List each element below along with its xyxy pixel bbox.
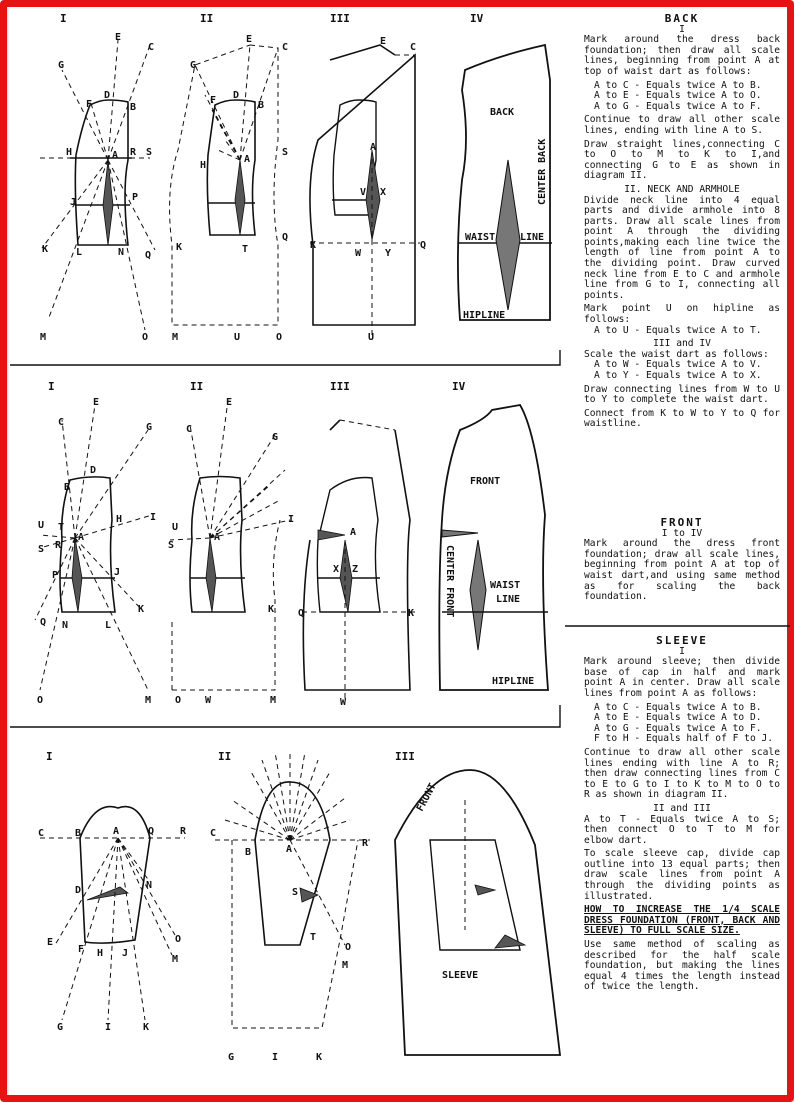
label-roman: III <box>395 750 415 763</box>
back-diagram-1 <box>40 40 155 330</box>
sleeve-row-labels <box>38 750 478 1063</box>
point-label: H <box>116 514 123 525</box>
back-subheading: II. NECK AND ARMHOLE <box>624 183 740 195</box>
label-roman: IV <box>452 380 466 393</box>
sleeve-piece <box>395 770 560 1055</box>
back-subheading: III and IV <box>653 338 711 350</box>
line-label: LINE <box>496 594 521 605</box>
point-label: M <box>40 332 47 343</box>
back-piece-title: BACK <box>490 107 515 118</box>
point-label: O <box>37 695 44 706</box>
point-label: M <box>172 332 179 343</box>
point-label: Q <box>298 608 305 619</box>
point-label: D <box>104 90 111 101</box>
point-label: S <box>292 887 299 898</box>
point-label: Q <box>420 240 427 251</box>
back-rule: A to W - Equals twice A to V. <box>594 359 762 371</box>
point-label: Y <box>385 248 392 259</box>
back-rule: A to U - Equals twice A to T. <box>594 324 762 336</box>
point-label: U <box>172 522 179 533</box>
point-label: C <box>186 424 193 435</box>
point-label: H <box>200 160 207 171</box>
point-label: L <box>105 620 112 631</box>
point-label: D <box>75 885 82 896</box>
point-label: J <box>122 948 129 959</box>
back-paragraph: Mark point U on hipline as follows: <box>584 303 780 326</box>
point-label: U <box>368 332 375 343</box>
label-roman: II <box>200 12 214 25</box>
sleeve-paragraph: Mark around sleeve; then divide base of cap in half and mark point A in center. Draw all scale lines from point A as follows: <box>584 656 780 699</box>
line-label: LINE <box>520 232 545 243</box>
sleeve-subheading: II and III <box>653 802 711 814</box>
point-label: W <box>340 697 347 708</box>
point-label: O <box>276 332 283 343</box>
point-label: B <box>130 102 137 113</box>
point-label: W <box>355 248 362 259</box>
point-label: A <box>370 142 377 153</box>
point-label: G <box>57 1022 64 1033</box>
front-instructions <box>584 518 780 606</box>
point-label: K <box>310 240 317 251</box>
point-label: T <box>58 522 65 533</box>
point-label: B <box>245 847 252 858</box>
point-label: R <box>362 838 369 849</box>
center-back-label: CENTER BACK <box>537 138 548 205</box>
sleeve-paragraph: A to T - Equals twice A to S; then connect O to T to M for elbow dart. <box>584 813 780 846</box>
label-roman: II <box>218 750 232 763</box>
label-roman: IV <box>470 12 484 25</box>
point-label: C <box>410 42 417 53</box>
scale-up-paragraph: Use same method of scaling as described for the half scale foundation, but making the lines equal 4 times the length instead of twice the length. <box>584 939 780 993</box>
point-label: A <box>112 150 119 161</box>
point-label: A <box>286 844 293 855</box>
point-label: M <box>342 960 349 971</box>
point-label: C <box>38 828 45 839</box>
sleeve-paragraph: To scale sleeve cap, divide cap outline into 13 equal parts; then draw scale lines from point A through the dividing points as illustrated. <box>584 848 780 902</box>
point-label: I <box>150 512 157 523</box>
label-roman: I <box>46 750 53 763</box>
point-label: R <box>130 147 137 158</box>
point-label: D <box>233 90 240 101</box>
point-label: K <box>316 1052 323 1063</box>
point-label: E <box>115 32 122 43</box>
point-label: F <box>78 944 85 955</box>
point-label: V <box>360 187 367 198</box>
point-label: K <box>268 604 275 615</box>
point-label: O <box>175 695 182 706</box>
point-label: T <box>242 244 249 255</box>
point-label: C <box>148 42 155 53</box>
point-label: M <box>172 954 179 965</box>
point-label: O <box>345 942 352 953</box>
point-label: B <box>75 828 82 839</box>
waist-label: WAIST <box>465 232 496 243</box>
point-label: A <box>350 527 357 538</box>
back-heading: BACK <box>664 12 700 25</box>
back-paragraph: Draw straight lines,connecting C to O to M to K to I,and connecting G to E as shown in diagram II. <box>584 138 780 182</box>
back-rule: A to G - Equals twice A to F. <box>594 100 762 112</box>
point-label: C <box>210 828 217 839</box>
point-label: I <box>105 1022 112 1033</box>
point-label: R <box>55 540 62 551</box>
point-label: S <box>146 147 153 158</box>
point-label: N <box>62 620 69 631</box>
sleeve-front-label: FRONT <box>414 781 439 814</box>
point-label: F <box>210 95 217 106</box>
point-label: L <box>76 247 83 258</box>
point-label: F <box>86 99 93 110</box>
point-label: P <box>52 570 59 581</box>
sleeve-rule: F to H - Equals half of F to J. <box>594 733 774 745</box>
point-label: C <box>58 417 65 428</box>
point-label: K <box>408 608 415 619</box>
point-label: A <box>244 154 251 165</box>
sleeve-rule: A to G - Equals twice A to F. <box>594 722 762 734</box>
back-paragraph: Draw connecting lines from W to U to Y to complete the waist dart. <box>584 383 780 406</box>
point-label: O <box>175 934 182 945</box>
back-instructions <box>584 14 780 433</box>
divider-back <box>10 350 560 365</box>
point-label: I <box>288 514 295 525</box>
label-roman: I <box>48 380 55 393</box>
point-label: Z <box>352 564 359 575</box>
sleeve-subheading: I <box>679 645 685 657</box>
point-label: K <box>138 604 145 615</box>
point-label: N <box>146 880 153 891</box>
point-label: U <box>38 520 45 531</box>
label-roman: III <box>330 12 350 25</box>
center-front-label: CENTER FRONT <box>444 545 455 618</box>
point-label: M <box>145 695 152 706</box>
point-label: K <box>42 244 49 255</box>
point-label: G <box>146 422 153 433</box>
point-label: E <box>47 937 54 948</box>
divider-front <box>10 705 560 727</box>
point-label: P <box>132 192 139 203</box>
hipline-label: HIPLINE <box>492 676 535 687</box>
point-label: A <box>78 532 85 543</box>
point-label: D <box>90 465 97 476</box>
front-heading: FRONT <box>660 516 704 529</box>
point-label: I <box>272 1052 279 1063</box>
back-paragraph: Connect from K to W to Y to Q for waistline. <box>584 407 780 430</box>
point-label: W <box>205 695 212 706</box>
point-label: O <box>142 332 149 343</box>
front-piece-title: FRONT <box>470 476 501 487</box>
point-label: S <box>282 147 289 158</box>
back-rule: A to C - Equals twice A to B. <box>594 79 762 91</box>
point-label: Q <box>148 826 155 837</box>
point-label: R <box>180 826 187 837</box>
point-label: B <box>64 482 71 493</box>
point-label: Q <box>282 232 289 243</box>
point-label: E <box>93 397 100 408</box>
point-label: A <box>214 532 221 543</box>
back-paragraph: Divide neck line into 4 equal parts and divide armhole into 8 parts. Draw all scale lines from point A through the dividing points,making each line twice the length of line from point A to the dividing point. Draw curved neck line from E to C and armhole line from G to I, connecting all points. <box>584 194 780 301</box>
back-paragraph: Continue to draw all other scale lines, ending with line A to S. <box>584 114 780 136</box>
point-label: J <box>70 197 77 208</box>
point-label: G <box>58 60 65 71</box>
point-label: E <box>246 34 253 45</box>
front-diagram-2 <box>170 400 290 690</box>
sleeve-paragraph: Continue to draw all other scale lines ending with line A to R; then draw connecting lines from C to E to G to I to K to M to O to R as shown in diagram II. <box>584 746 780 801</box>
point-label: H <box>97 948 104 959</box>
front-subheading: I to IV <box>661 527 703 539</box>
point-label: S <box>168 540 175 551</box>
sleeve-diagram-1 <box>40 807 185 1020</box>
point-label: G <box>272 432 279 443</box>
front-paragraph: Mark around the dress front foundation; draw all scale lines, beginning from point A at top of waist dart,and using same method as for scaling the back foundation. <box>584 538 780 603</box>
point-label: E <box>380 36 387 47</box>
back-paragraph: Scale the waist dart as follows: <box>584 348 769 360</box>
point-label: X <box>333 564 340 575</box>
point-label: Q <box>40 617 47 628</box>
label-roman: II <box>190 380 204 393</box>
back-paragraph: Mark around the dress back foundation; then draw all scale lines, beginning from point A at top of waist dart as follows: <box>584 34 780 77</box>
waist-label: WAIST <box>490 580 521 591</box>
front-diagram-1 <box>35 405 152 690</box>
point-label: H <box>66 147 73 158</box>
hipline-label: HIPLINE <box>463 310 506 321</box>
point-label: G <box>228 1052 235 1063</box>
point-label: S <box>38 544 45 555</box>
back-row-labels <box>40 12 548 343</box>
sleeve-piece-title: SLEEVE <box>442 970 479 981</box>
point-label: J <box>114 567 121 578</box>
scale-up-heading: HOW TO INCREASE THE 1/4 SCALE DRESS FOUNDATION (FRONT, BACK AND SLEEVE) TO FULL SCALE SIZE. <box>584 904 780 937</box>
point-label: T <box>310 932 317 943</box>
back-rule: A to E - Equals twice A to O. <box>594 90 762 102</box>
point-label: C <box>282 42 289 53</box>
point-label: K <box>143 1022 150 1033</box>
sleeve-heading: SLEEVE <box>656 634 708 647</box>
point-label: A <box>113 826 120 837</box>
back-subheading: I <box>679 23 685 35</box>
point-label: M <box>270 695 277 706</box>
point-label: B <box>258 100 265 111</box>
front-diagram-3 <box>302 420 415 700</box>
point-label: Q <box>145 250 152 261</box>
point-label: U <box>234 332 241 343</box>
point-label: X <box>380 187 387 198</box>
label-roman: III <box>330 380 350 393</box>
point-label: G <box>190 60 197 71</box>
back-diagram-2 <box>170 45 278 325</box>
point-label: N <box>118 247 125 258</box>
sleeve-rule: A to C - Equals twice A to B. <box>594 701 762 713</box>
back-rule: A to Y - Equals twice A to X. <box>594 370 762 381</box>
sleeve-rule: A to E - Equals twice A to D. <box>594 712 762 724</box>
point-label: K <box>176 242 183 253</box>
label-roman: I <box>60 12 67 25</box>
sleeve-instructions <box>584 636 780 996</box>
point-label: E <box>226 397 233 408</box>
